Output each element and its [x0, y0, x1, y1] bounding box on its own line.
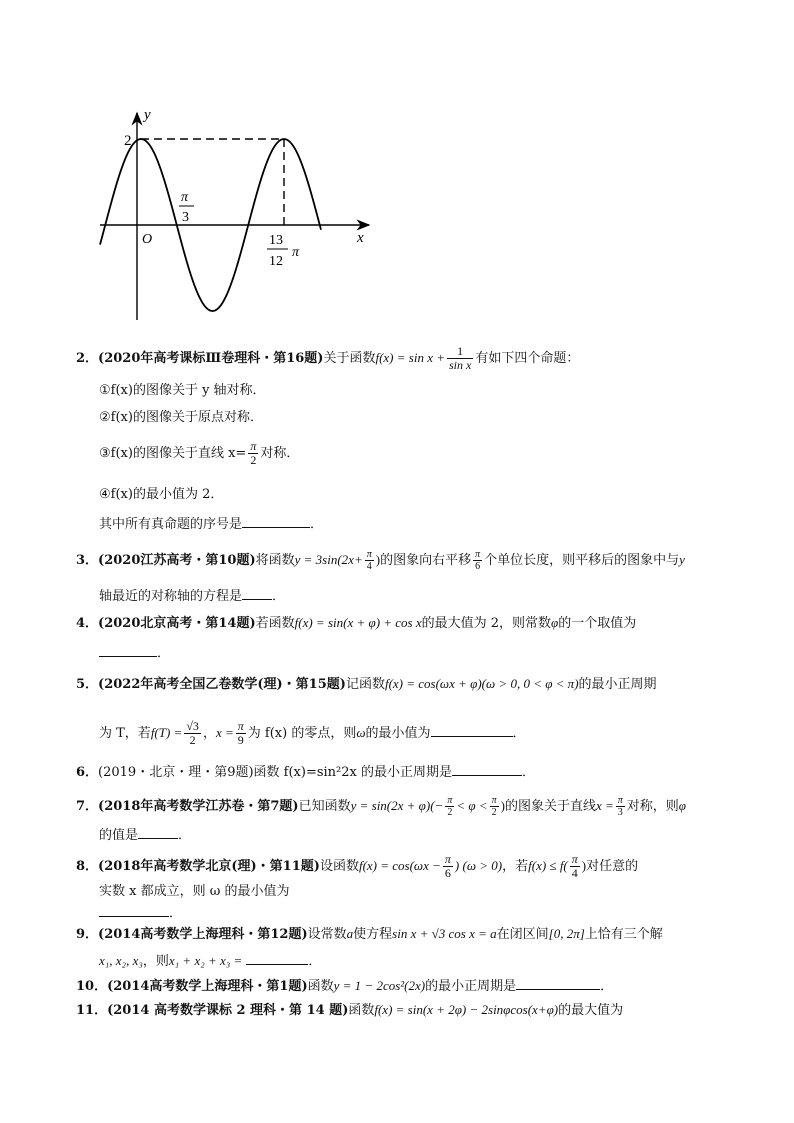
question-source: (2022年高考全国乙卷数学(理)・第15题) [98, 677, 346, 692]
end-mark: ． [308, 954, 322, 969]
variable: y [679, 552, 685, 567]
question-text: 对称，则 [626, 799, 679, 814]
function-expr: f(x) = sin(x + 2φ) − 2sinφcos(x+φ) [374, 1002, 559, 1017]
question-text: ，若 [502, 859, 529, 874]
question-7-line2 [99, 825, 191, 844]
fraction-numerator: π [366, 549, 372, 560]
function-expr: f(x) ≤ f( [528, 858, 568, 873]
question-3-line1 [76, 549, 685, 572]
function-expr: < φ < [456, 798, 488, 813]
question-11 [76, 1002, 623, 1019]
question-9-line2 [99, 951, 321, 970]
function-expr: x₁ + x₂ + x₃ = [168, 953, 243, 968]
question-text: 的最小值为 [365, 726, 431, 741]
question-text: 设常数 [307, 927, 347, 942]
question-text: (2019・北京・理・第9题)函数 f(x)=sin²2x 的最小正周期是 [98, 765, 453, 780]
fraction-denominator: 2 [248, 453, 258, 467]
fraction-numerator: π [491, 795, 497, 806]
question-number: 5． [76, 677, 99, 692]
question-5-line1 [76, 676, 657, 693]
paren: ) [500, 798, 505, 813]
question-7-line1 [76, 795, 686, 818]
question-text: 的最大值为 [558, 1003, 624, 1018]
question-number: 10． [76, 979, 108, 994]
function-expr: f(x) = sin(x + φ) + cos x [294, 615, 422, 630]
function-expr: y = sin(2x + φ)(− [350, 798, 444, 813]
paren: ) [581, 858, 587, 873]
item-text: 对称． [260, 446, 300, 461]
function-expr: f(x) = sin x + [375, 350, 445, 365]
question-text: 轴最近的对称轴的方程是 [99, 589, 243, 604]
question-number: 8． [76, 859, 99, 874]
fraction [616, 795, 625, 818]
fraction [236, 720, 246, 747]
question-2-line1 [76, 345, 579, 372]
question-text: ， [202, 726, 216, 741]
question-text: 的图象关于直线 [504, 799, 596, 814]
variable: φ [678, 798, 686, 813]
question-text: 使方程 [353, 927, 393, 942]
tick-pi-denominator: 3 [182, 210, 189, 225]
question-10 [76, 976, 613, 995]
question-number: 11． [76, 1003, 108, 1018]
fraction-denominator: 2 [490, 806, 499, 818]
x-axis-label: x [357, 230, 364, 246]
q2-item-1: ①f(x)的图像关于 y 轴对称． [99, 383, 266, 398]
function-expr: x = [215, 725, 234, 740]
question-text: 将函数 [255, 553, 295, 568]
question-text: 的最小正周期 [578, 677, 657, 692]
origin-label: O [142, 232, 153, 247]
question-6 [76, 762, 535, 781]
fraction [184, 720, 201, 747]
question-source: (2014 高考数学课标 2 理科・第 14 题) [107, 1003, 349, 1018]
variable: ω [356, 725, 366, 740]
function-expr: y = 3sin(2x+ [294, 552, 363, 567]
question-text: 记函数 [345, 677, 385, 692]
fraction-denominator: 2 [184, 733, 201, 747]
question-text: 函数 [307, 979, 334, 994]
max-value-label: 2 [124, 133, 132, 149]
variable: a [346, 926, 354, 941]
fraction-numerator: π [475, 549, 481, 560]
question-text: 有如下四个命题： [475, 351, 580, 366]
fraction-denominator: 3 [616, 806, 625, 818]
answer-blank[interactable] [242, 514, 310, 528]
question-text: 的最大值为 2，则常数 [421, 616, 552, 631]
question-text: 的图象向右平移 [380, 553, 472, 568]
answer-blank[interactable] [452, 762, 522, 776]
y-axis-label: y [144, 107, 151, 123]
item-text: ③f(x)的图像关于直线 x= [99, 446, 247, 461]
function-expr: y = 1 − 2cos²(2x) [333, 978, 426, 993]
end-mark: ． [178, 828, 192, 843]
answer-blank[interactable] [516, 976, 600, 990]
fraction-denominator: 6 [473, 560, 482, 572]
question-number: 7． [76, 799, 99, 814]
answer-blank[interactable] [431, 723, 513, 737]
question-text: 函数 [348, 1003, 375, 1018]
end-mark: ． [169, 906, 183, 921]
question-text: 的最小正周期是 [425, 979, 517, 994]
answer-blank[interactable] [246, 951, 308, 965]
fraction [248, 440, 258, 467]
sine-graph-figure [95, 105, 380, 330]
question-number: 9． [76, 927, 99, 942]
q2-item-3 [99, 440, 299, 467]
fraction-numerator: π [444, 852, 451, 866]
answer-blank[interactable] [138, 825, 178, 839]
answer-blank[interactable] [242, 586, 272, 600]
q2-ask [99, 514, 323, 533]
fraction-denominator: 4 [570, 866, 580, 880]
fraction-numerator: π [617, 795, 623, 806]
question-9-line1 [76, 926, 663, 943]
variable: φ [551, 615, 559, 630]
paren: ) [375, 552, 381, 567]
end-mark: ． [512, 726, 526, 741]
question-text: 的值是 [99, 828, 139, 843]
tick-pi-numerator: π [181, 190, 189, 205]
fraction-numerator: π [237, 719, 244, 733]
end-mark: ． [310, 517, 324, 532]
question-text: 设函数 [319, 859, 359, 874]
fraction-denominator: sin x [449, 358, 472, 372]
question-text: 对任意的 [586, 859, 639, 874]
question-5-line2 [99, 720, 526, 747]
function-expr: x₁, x₂, x₃ [99, 953, 143, 968]
question-source: (2020北京高考・第14题) [98, 616, 256, 631]
question-source: (2020年高考课标Ⅲ卷理科・第16题) [98, 351, 324, 366]
fraction [445, 795, 454, 818]
fraction [443, 853, 453, 880]
question-text: ，则 [142, 954, 169, 969]
question-text: 上恰有三个解 [584, 927, 663, 942]
end-mark: ． [157, 646, 171, 661]
fraction [447, 345, 473, 372]
q2-item-2: ②f(x)的图像关于原点对称． [99, 410, 263, 425]
question-8-line2: 实数 x 都成立，则 ω 的最小值为 [99, 884, 290, 899]
function-expr: sin x + √3 cos x = a [392, 926, 497, 941]
answer-blank[interactable] [99, 903, 169, 917]
tick-13-numerator: 13 [269, 233, 283, 248]
question-text: 已知函数 [298, 799, 351, 814]
question-8-line3 [99, 903, 182, 922]
fraction-numerator: π [571, 852, 578, 866]
q2-item-4: ④f(x)的最小值为 2． [99, 487, 224, 502]
question-source: (2014高考数学上海理科・第12题) [98, 927, 308, 942]
function-expr: x = [595, 798, 614, 813]
fraction-denominator: 9 [236, 733, 246, 747]
ask-text: 其中所有真命题的序号是 [99, 517, 243, 532]
question-source: (2014高考数学上海理科・第1题) [107, 979, 308, 994]
end-mark: ． [272, 589, 286, 604]
question-text: 个单位长度，则平移后的图象中与 [484, 553, 680, 568]
question-number: 6． [76, 765, 99, 780]
question-number: 2． [76, 351, 99, 366]
function-expr: f(x) = cos(ωx + φ)(ω > 0, 0 < φ < π) [384, 676, 579, 691]
fraction-numerator: π [250, 439, 257, 453]
question-source: (2020江苏高考・第10题) [98, 553, 256, 568]
function-expr: f(T) = [150, 725, 183, 740]
question-text: 的一个取值为 [558, 616, 637, 631]
question-text: 在闭区间 [496, 927, 549, 942]
fraction-numerator: π [447, 795, 453, 806]
function-expr: f(x) = cos(ωx − [358, 858, 441, 873]
question-8-line1 [76, 853, 638, 880]
fraction-denominator: 6 [443, 866, 453, 880]
tick-13-pi: π [292, 245, 300, 260]
function-expr: ) (ω > 0) [454, 858, 503, 873]
fraction-numerator: √3 [186, 719, 199, 733]
fraction [473, 549, 482, 572]
question-number: 4． [76, 616, 99, 631]
fraction [365, 549, 374, 572]
question-text: 为 T，若 [99, 726, 151, 741]
question-3-line2 [99, 586, 285, 605]
end-mark: ． [522, 765, 536, 780]
fraction-numerator: 1 [457, 344, 464, 358]
question-text: 为 f(x) 的零点，则 [247, 726, 357, 741]
fraction [570, 853, 580, 880]
tick-13-denominator: 12 [269, 254, 283, 269]
question-4-line2 [99, 643, 170, 662]
question-source: (2018年高考数学江苏卷・第7题) [98, 799, 299, 814]
fraction [490, 795, 499, 818]
fraction-denominator: 4 [365, 560, 374, 572]
question-text: 关于函数 [323, 351, 376, 366]
question-text: 若函数 [255, 616, 295, 631]
question-4-line1 [76, 615, 636, 632]
question-number: 3． [76, 553, 99, 568]
interval-expr: [0, 2π] [548, 926, 585, 941]
end-mark: ． [600, 979, 614, 994]
answer-blank[interactable] [99, 643, 157, 657]
fraction-denominator: 2 [445, 806, 454, 818]
question-source: (2018年高考数学北京(理)・第11题) [98, 859, 320, 874]
